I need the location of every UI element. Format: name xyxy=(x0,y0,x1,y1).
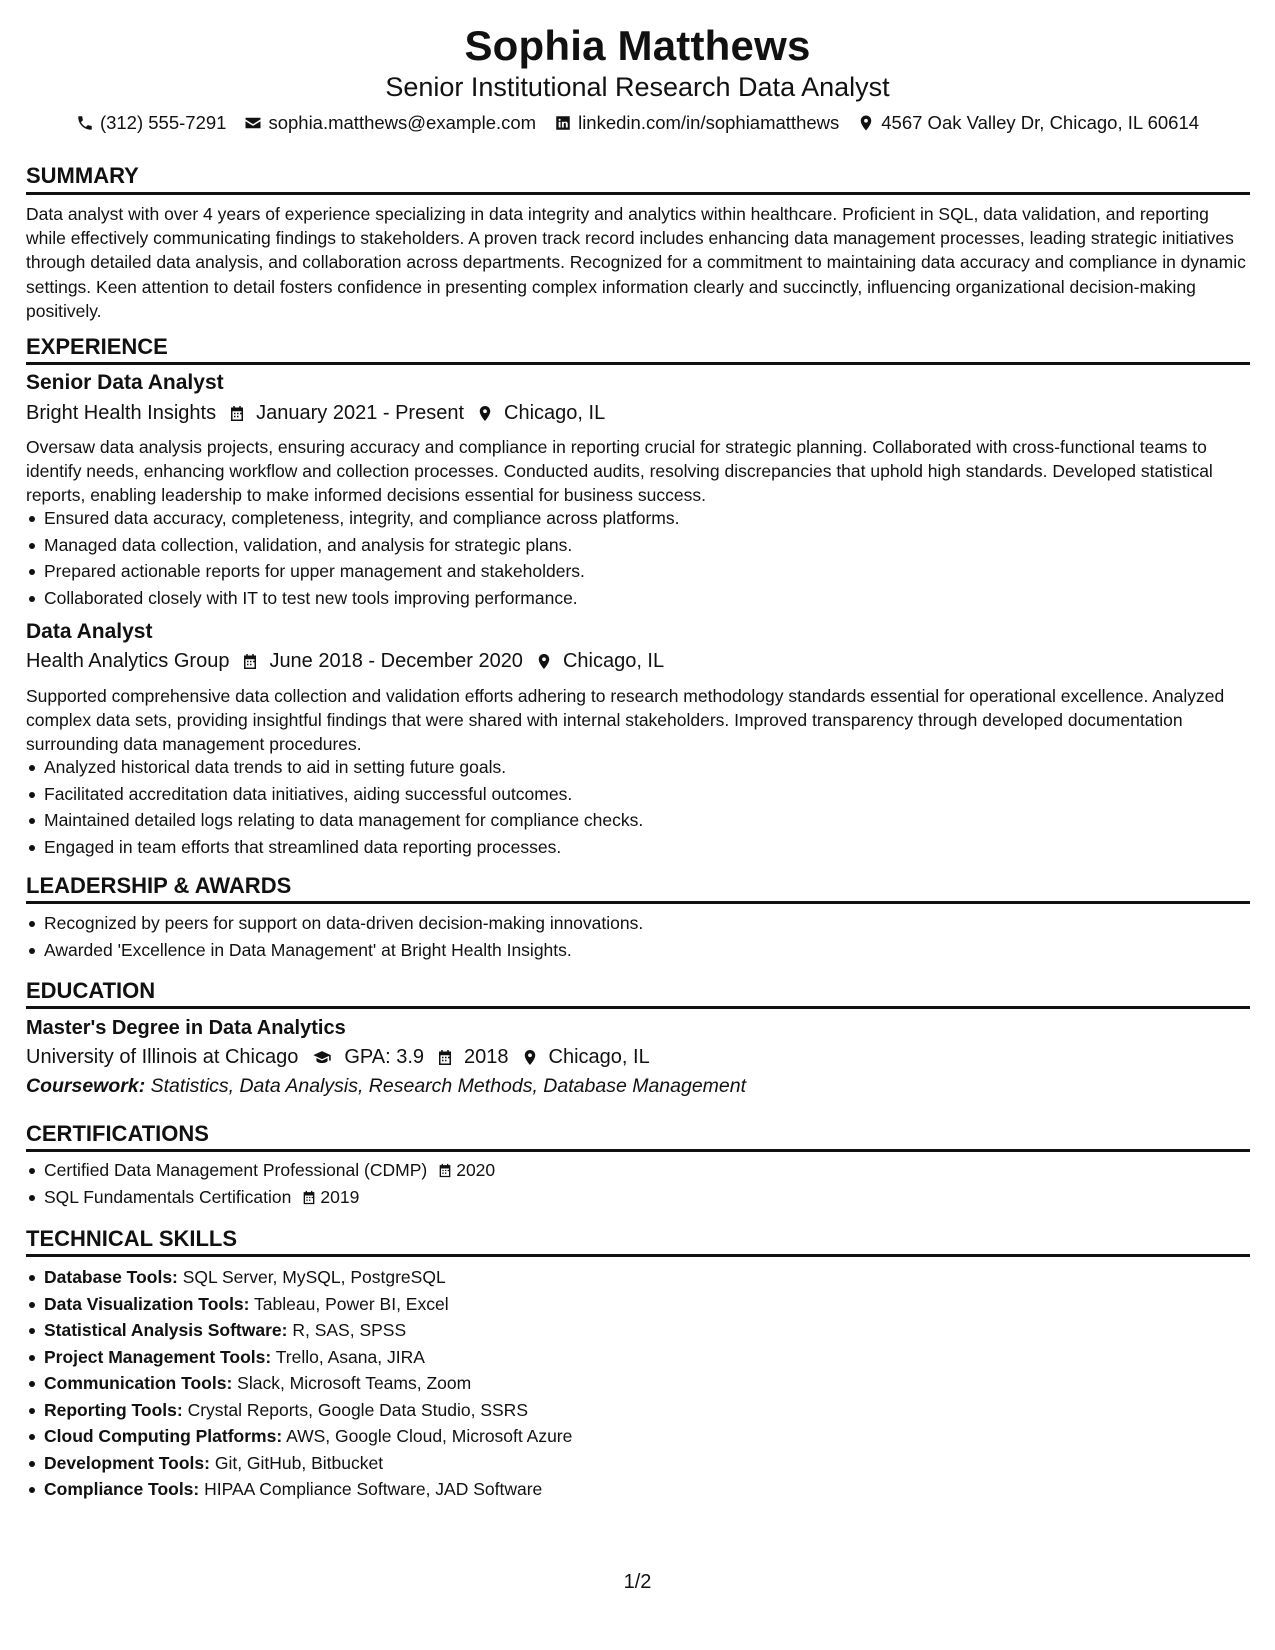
phone-icon xyxy=(76,114,94,132)
skill-label: Development Tools: xyxy=(44,1452,210,1473)
contact-address xyxy=(857,112,1199,134)
calendar-icon xyxy=(436,1048,454,1067)
list-item: Engaged in team efforts that streamlined data reporting processes. xyxy=(26,834,643,861)
coursework-text: Statistics, Data Analysis, Research Methods, Database Management xyxy=(150,1075,747,1097)
skills-section-heading xyxy=(26,1225,1250,1253)
list-item: Maintained detailed logs relating to data management for compliance checks. xyxy=(26,807,643,834)
skill-value: HIPAA Compliance Software, JAD Software xyxy=(204,1479,543,1499)
list-item xyxy=(26,1264,572,1291)
skill-value: Tableau, Power BI, Excel xyxy=(254,1293,449,1314)
cert-name: SQL Fundamentals Certification xyxy=(44,1186,292,1207)
skill-label: Reporting Tools: xyxy=(44,1399,183,1420)
skill-label: Data Visualization Tools: xyxy=(44,1293,250,1314)
linkedin-text: linkedin.com/in/sophiamatthews xyxy=(578,112,840,133)
list-item xyxy=(26,1291,572,1318)
section-divider xyxy=(26,192,1250,195)
calendar-icon xyxy=(241,652,259,671)
section-divider xyxy=(26,1149,1250,1152)
section-title-certifications: CERTIFICATIONS xyxy=(26,1121,209,1146)
list-item: Collaborated closely with IT to test new tools improving performance. xyxy=(26,585,680,612)
summary-text: Data analyst with over 4 years of experience specializing in data integrity and analytics within healthcare. Proficient in SQL, data validation, and reporting while effectively communicating findings to stakeholders. A proven track record includes enhancing data management processes, leading strategic initiatives through detailed data analysis, and collaboration across departments. Recognized for a commitment to maintaining data accuracy and compliance in dynamic settings. Keen attention to detail fosters confidence in presenting complex information clearly and succinctly, influencing organizational decision-making positively. xyxy=(26,204,1246,321)
list-item: Analyzed historical data trends to aid in setting future goals. xyxy=(26,754,643,781)
skill-value: Crystal Reports, Google Data Studio, SSRS xyxy=(187,1399,528,1420)
skill-label: Compliance Tools: xyxy=(44,1479,200,1499)
degree-title: Master's Degree in Data Analytics xyxy=(26,1017,346,1039)
list-item xyxy=(26,1317,572,1344)
skill-value: R, SAS, SPSS xyxy=(292,1320,407,1340)
skill-label: Statistical Analysis Software: xyxy=(44,1320,288,1340)
gpa-text: GPA: 3.9 xyxy=(344,1046,425,1068)
job-bullets xyxy=(26,505,680,611)
skill-label: Project Management Tools: xyxy=(44,1346,272,1367)
job-meta xyxy=(26,650,664,673)
calendar-icon xyxy=(437,1162,453,1179)
job-title: Senior Data Analyst xyxy=(26,371,224,394)
job-bullets xyxy=(26,754,643,860)
list-item xyxy=(26,1423,572,1450)
coursework-label: Coursework: xyxy=(26,1075,146,1097)
list-item: Managed data collection, validation, and analysis for strategic plans. xyxy=(26,532,680,559)
contact-bar xyxy=(0,112,1275,134)
job-dates: January 2021 - Present xyxy=(256,402,465,424)
candidate-role: Senior Institutional Research Data Analyst xyxy=(385,72,890,102)
linkedin-icon xyxy=(554,114,572,132)
map-pin-icon xyxy=(476,404,494,423)
certifications-section-heading xyxy=(26,1120,1250,1148)
list-item xyxy=(26,1184,495,1211)
coursework-line xyxy=(26,1075,746,1098)
section-divider xyxy=(26,1006,1250,1009)
education-meta xyxy=(26,1046,650,1069)
page-number: 1/2 xyxy=(623,1571,652,1593)
list-item: Facilitated accreditation data initiatives, aiding successful outcomes. xyxy=(26,781,643,808)
section-divider xyxy=(26,362,1250,365)
cert-year: 2019 xyxy=(320,1186,360,1207)
leadership-section-heading xyxy=(26,872,1250,900)
job-description: Oversaw data analysis projects, ensuring accuracy and compliance in reporting crucial for strategic planning. Collaborated with cross-functional teams to identify needs, enhancing workflow and collection processes. Conducted audits, resolving discrepancies that uphold high standards. Developed statistical reports, enabling leadership to make informed decisions essential for business success. xyxy=(26,437,1213,506)
skills-list xyxy=(26,1264,572,1503)
skill-value: Slack, Microsoft Teams, Zoom xyxy=(237,1373,472,1393)
job-location: Chicago, IL xyxy=(562,650,665,672)
job-meta xyxy=(26,402,605,425)
section-divider xyxy=(26,901,1250,904)
job-description: Supported comprehensive data collection and validation efforts adhering to research methodology standards essential for operational excellence. Analyzed complex data sets, providing insightful findings that were shared with internal stakeholders. Improved transparency through developed documentation surrounding data management procedures. xyxy=(26,686,1225,755)
certifications-list xyxy=(26,1157,495,1210)
school-name: University of Illinois at Chicago xyxy=(26,1046,299,1068)
job-location: Chicago, IL xyxy=(504,402,606,424)
cert-name: Certified Data Management Professional (CDMP) xyxy=(44,1160,428,1180)
map-pin-icon xyxy=(521,1048,539,1067)
list-item xyxy=(26,1370,572,1397)
skill-value: SQL Server, MySQL, PostgreSQL xyxy=(182,1267,446,1287)
phone-text: (312) 555-7291 xyxy=(99,112,227,133)
graduation-cap-icon xyxy=(310,1048,334,1067)
list-item xyxy=(26,1397,572,1424)
contact-email[interactable] xyxy=(244,112,536,134)
address-text: 4567 Oak Valley Dr, Chicago, IL 60614 xyxy=(881,112,1200,133)
candidate-name: Sophia Matthews xyxy=(464,22,811,69)
section-divider xyxy=(26,1254,1250,1257)
company-name: Bright Health Insights xyxy=(26,402,217,424)
skill-label: Database Tools: xyxy=(44,1267,178,1287)
map-pin-icon xyxy=(857,114,875,132)
skill-value: Trello, Asana, JIRA xyxy=(275,1346,425,1367)
section-title-education: EDUCATION xyxy=(26,978,156,1003)
skill-value: AWS, Google Cloud, Microsoft Azure xyxy=(286,1426,573,1446)
list-item: Prepared actionable reports for upper management and stakeholders. xyxy=(26,558,680,585)
skill-label: Communication Tools: xyxy=(44,1373,233,1393)
summary-section-heading xyxy=(26,162,1250,190)
skill-value: Git, GitHub, Bitbucket xyxy=(214,1452,384,1473)
education-section-heading xyxy=(26,977,1250,1005)
list-item: Recognized by peers for support on data-driven decision-making innovations. xyxy=(26,910,643,937)
leadership-bullets xyxy=(26,910,643,963)
list-item xyxy=(26,1157,495,1184)
job-title: Data Analyst xyxy=(26,620,153,643)
list-item xyxy=(26,1344,572,1371)
section-title-summary: SUMMARY xyxy=(26,163,139,188)
envelope-icon xyxy=(244,114,262,132)
graduation-year: 2018 xyxy=(464,1046,509,1068)
list-item: Ensured data accuracy, completeness, integrity, and compliance across platforms. xyxy=(26,505,680,532)
section-title-experience: EXPERIENCE xyxy=(26,334,168,359)
job-dates: June 2018 - December 2020 xyxy=(269,650,523,672)
experience-section-heading xyxy=(26,333,1250,361)
school-location: Chicago, IL xyxy=(548,1046,650,1068)
contact-phone[interactable] xyxy=(76,112,227,134)
map-pin-icon xyxy=(535,652,553,671)
list-item xyxy=(26,1476,572,1503)
skill-label: Cloud Computing Platforms: xyxy=(44,1426,283,1446)
company-name: Health Analytics Group xyxy=(26,650,230,672)
email-text: sophia.matthews@example.com xyxy=(268,112,537,133)
list-item xyxy=(26,1450,572,1477)
contact-linkedin[interactable] xyxy=(554,112,839,134)
section-title-skills: TECHNICAL SKILLS xyxy=(26,1226,238,1251)
cert-year: 2020 xyxy=(456,1160,496,1180)
list-item: Awarded 'Excellence in Data Management' at Bright Health Insights. xyxy=(26,937,643,964)
calendar-icon xyxy=(301,1189,317,1206)
calendar-icon xyxy=(228,404,246,423)
section-title-leadership: LEADERSHIP & AWARDS xyxy=(26,873,292,898)
